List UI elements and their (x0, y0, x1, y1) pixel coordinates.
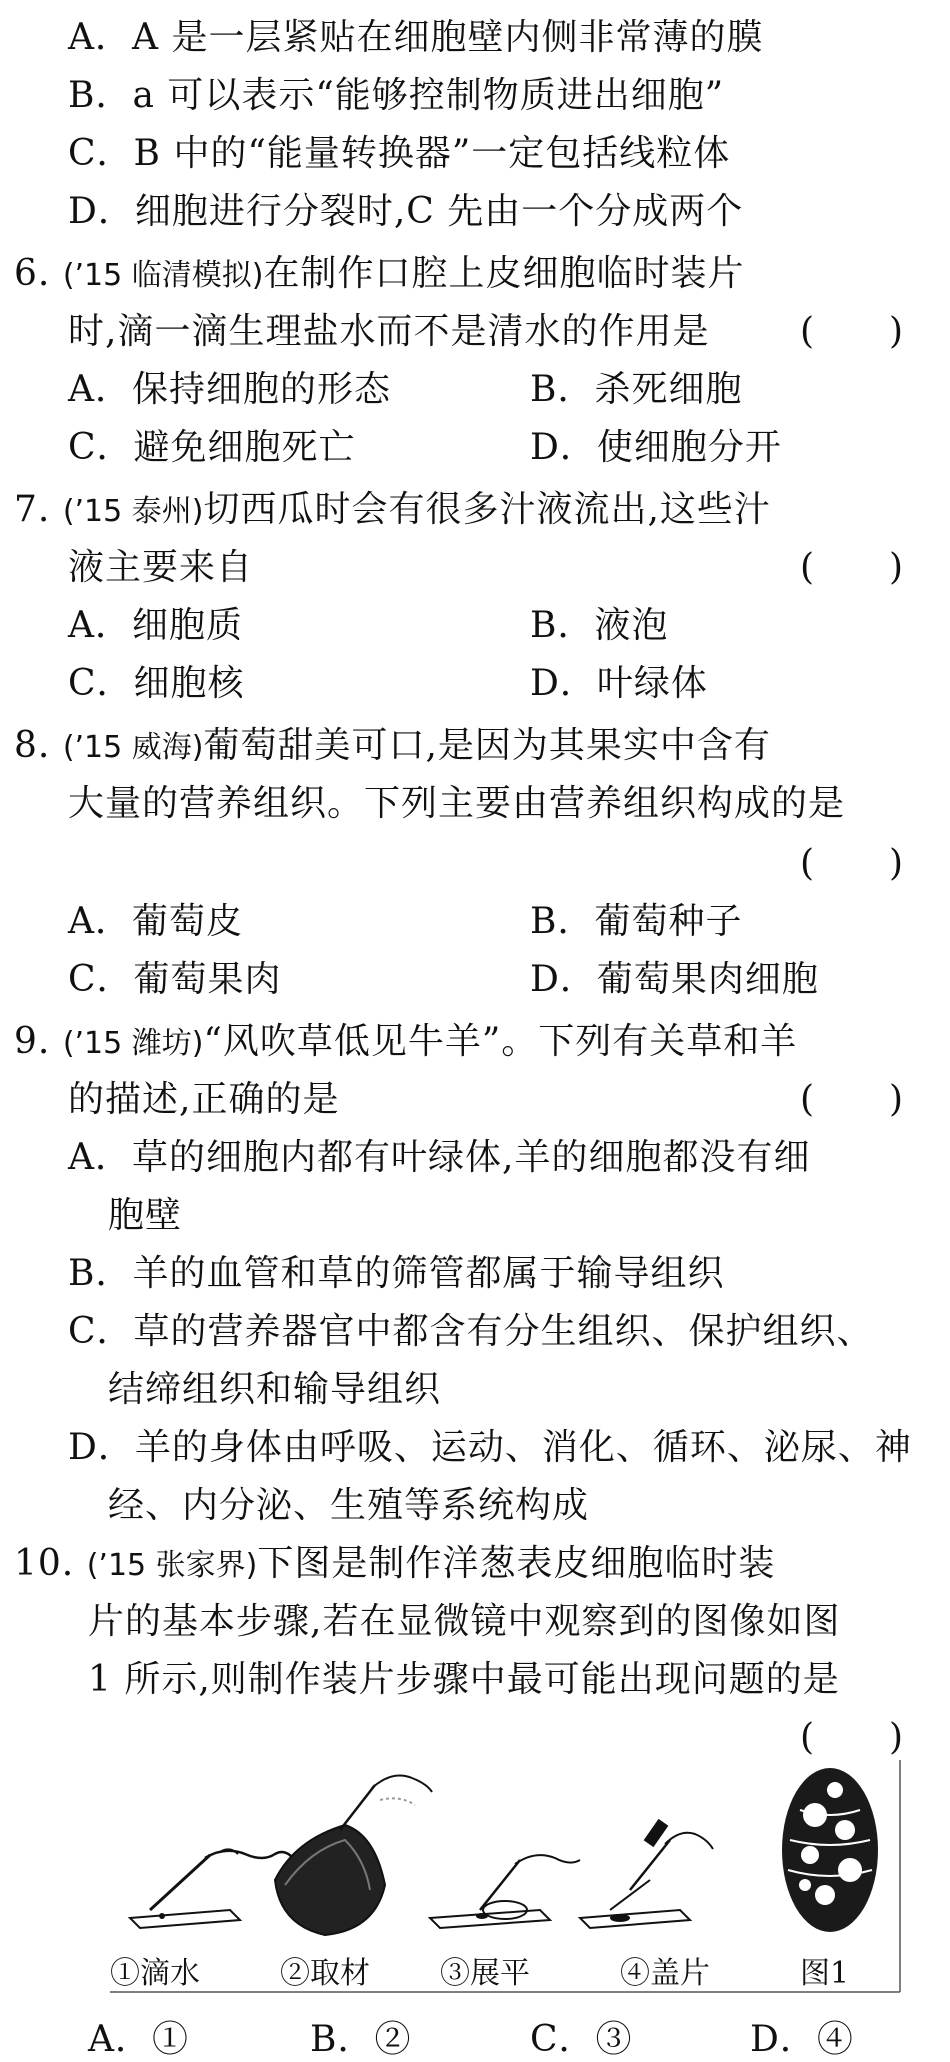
q8-source: (’15 威海) (62, 730, 204, 765)
q6-option-b: B．杀死细胞 (530, 369, 743, 410)
q9-option-c-line1: C．草的营养器官中都含有分生组织、保护组织、 (68, 1311, 874, 1352)
q8-number: 8. (14, 725, 51, 766)
q6-option-c: C．避免细胞死亡 (68, 427, 356, 468)
q6-answer-bracket: ( ) (800, 311, 905, 352)
step4-label: ④盖片 (620, 1956, 710, 1991)
q10-source: (’15 张家界) (86, 1548, 258, 1583)
q7-source: (’15 泰州) (62, 494, 204, 529)
q5-option-b: B．a 可以表示“能够控制物质进出细胞” (68, 75, 725, 116)
q9-text-1: “风吹草低见牛羊”。下列有关草和羊 (203, 1021, 798, 1062)
q8-option-d: D．葡萄果肉细胞 (530, 959, 819, 1000)
step2-label: ②取材 (280, 1956, 370, 1991)
q6-option-a: A．保持细胞的形态 (68, 369, 391, 410)
step2-taking-material-drawing (275, 1776, 432, 1935)
q6-stem-line1 (14, 252, 744, 298)
q10-option-a: A．① (88, 2019, 189, 2060)
step3-label: ③展平 (440, 1956, 530, 1991)
q7-answer-bracket: ( ) (800, 547, 905, 588)
step1-dropping-water-drawing (130, 1849, 295, 1928)
q6-source: (’15 临清模拟) (62, 258, 264, 293)
q10-text-1: 下图是制作洋葱表皮细胞临时装 (257, 1543, 776, 1584)
figure1-microscope-view-drawing (782, 1768, 878, 1932)
q10-answer-bracket: ( ) (800, 1717, 905, 1758)
q7-stem-line1 (14, 488, 771, 534)
q10-number: 10. (14, 1543, 75, 1584)
q9-option-c-line2: 结缔组织和输导组织 (108, 1369, 442, 1410)
q10-option-b: B．② (310, 2019, 412, 2060)
q8-answer-bracket: ( ) (800, 843, 905, 884)
q8-stem-line1 (14, 724, 771, 770)
q7-stem-line2: 液主要来自 (68, 547, 254, 588)
q7-option-a: A．细胞质 (68, 605, 243, 646)
q9-source: (’15 潍坊) (62, 1026, 204, 1061)
q6-stem-line2: 时,滴一滴生理盐水而不是清水的作用是 (68, 311, 710, 352)
slide-steps-figure (110, 1760, 910, 2000)
q9-stem-line1 (14, 1020, 797, 1066)
step1-label: ①滴水 (110, 1956, 200, 1991)
step4-cover-slip-drawing (580, 1819, 713, 1928)
q8-option-b: B．葡萄种子 (530, 901, 743, 942)
q10-option-d: D．④ (750, 2019, 854, 2060)
q6-text-1: 在制作口腔上皮细胞临时装片 (263, 253, 745, 294)
q8-option-c: C．葡萄果肉 (68, 959, 282, 1000)
q5-option-d: D．细胞进行分裂时,C 先由一个分成两个 (68, 191, 744, 232)
q10-stem-line2: 片的基本步骤,若在显微镜中观察到的图像如图 (88, 1601, 841, 1642)
q7-option-d: D．叶绿体 (530, 663, 708, 704)
q5-option-c: C．B 中的“能量转换器”一定包括线粒体 (68, 133, 731, 174)
q9-number: 9. (14, 1021, 51, 1062)
q8-text-1: 葡萄甜美可口,是因为其果实中含有 (203, 725, 771, 766)
q8-option-a: A．葡萄皮 (68, 901, 243, 942)
q6-number: 6. (14, 253, 51, 294)
q7-option-c: C．细胞核 (68, 663, 245, 704)
q9-stem-line2: 的描述,正确的是 (68, 1079, 340, 1120)
q7-option-b: B．液泡 (530, 605, 669, 646)
q7-number: 7. (14, 489, 51, 530)
q10-option-c: C．③ (530, 2019, 633, 2060)
q9-option-d-line2: 经、内分泌、生殖等系统构成 (108, 1485, 590, 1526)
q6-option-d: D．使细胞分开 (530, 427, 782, 468)
q9-option-a-line2: 胞壁 (108, 1195, 183, 1236)
q8-stem-line2: 大量的营养组织。下列主要由营养组织构成的是 (68, 783, 846, 824)
q5-option-a: A．A 是一层紧贴在细胞壁内侧非常薄的膜 (68, 17, 764, 58)
step3-spreading-drawing (430, 1855, 580, 1928)
q9-option-b: B．羊的血管和草的筛管都属于输导组织 (68, 1253, 725, 1294)
q10-stem-line1 (14, 1542, 775, 1588)
figure1-label: 图1 (800, 1956, 850, 1991)
q9-answer-bracket: ( ) (800, 1079, 905, 1120)
q9-option-d-line1: D．羊的身体由呼吸、运动、消化、循环、泌尿、神 (68, 1427, 912, 1468)
q10-stem-line3: 1 所示,则制作装片步骤中最可能出现问题的是 (88, 1659, 840, 1700)
q7-text-1: 切西瓜时会有很多汁液流出,这些汁 (203, 489, 771, 530)
q9-option-a-line1: A．草的细胞内都有叶绿体,羊的细胞都没有细 (68, 1137, 811, 1178)
